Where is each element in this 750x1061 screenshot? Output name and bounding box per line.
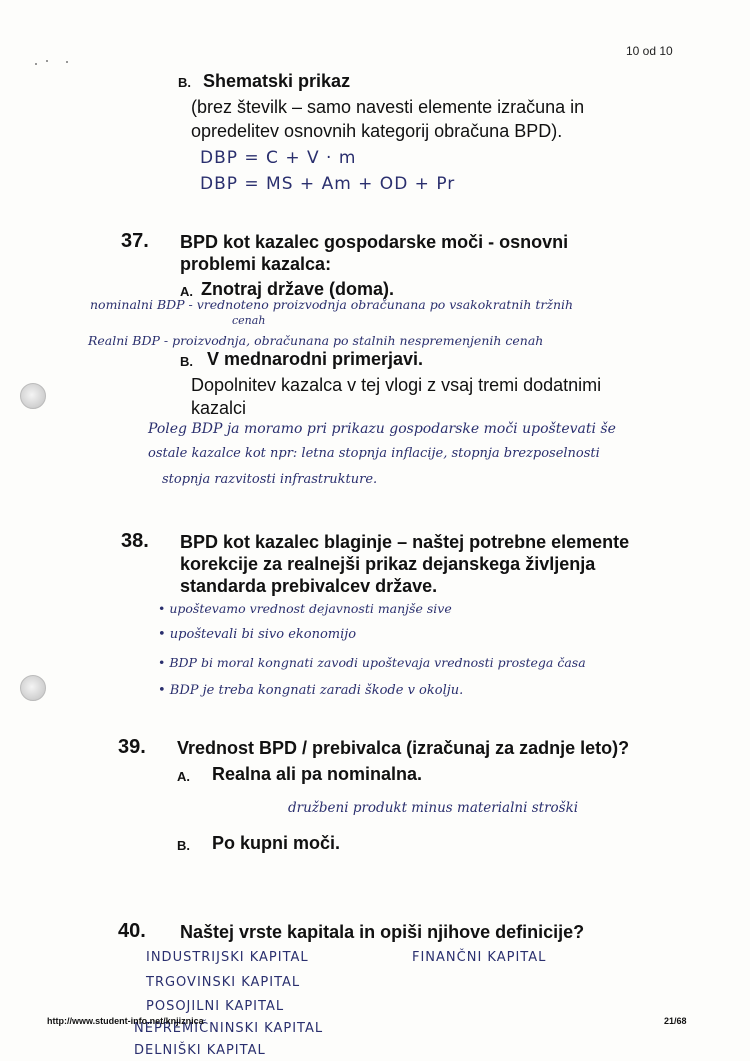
q38-title-2: korekcije za realnejši prikaz dejanskega življenja [180,554,596,574]
answer-formula-1: DBP = C + V · m [200,148,357,168]
q37-hw-nominal: nominalni BDP - vrednoteno proizvodnja obračunana po vsakokratnih tržnih [90,297,574,312]
q38-hw-2: • upoštevali bi sivo ekonomijo [158,627,357,642]
q37-hw-b3: stopnja razvitosti infrastrukture. [162,472,378,487]
q38-number: 38. [121,530,149,552]
q37-title-2: problemi kazalca: [180,254,332,274]
q40-hw-5: DELNIŠKI KAPITAL [134,1043,266,1058]
q39-hw-a: družbeni produkt minus materialni stroški [288,800,579,816]
scan-speck [46,60,48,62]
q37-hw-real: Realni BDP - proizvodnja, obračunana po stalnih nespremenjenih cenah [88,333,544,348]
q39-b-title: Po kupni moči. [212,833,341,853]
q37-hw-b2: ostale kazalce kot npr: letna stopnja inflacije, stopnja brezposelnosti [148,446,600,461]
q37-b-text-1: Dopolnitev kazalca v tej vlogi z vsaj tremi dodatnimi [191,375,602,395]
prev-b-letter: B. [178,75,191,90]
q39-a-letter: A. [177,769,190,784]
prev-b-text-2: opredelitev osnovnih kategorij obračuna BPD). [191,121,563,141]
scan-speck [35,63,37,65]
q37-b-letter: B. [180,354,193,369]
prev-b-title: Shematski prikaz [203,71,351,91]
q39-a-title: Realna ali pa nominalna. [212,764,423,784]
q38-title-3: standarda prebivalcev države. [180,576,438,596]
prev-b-text-1: (brez številk – samo navesti elemente izračuna in [191,97,585,117]
q38-hw-1: • upoštevamo vrednost dejavnosti manjše sive [158,601,452,616]
q40-number: 40. [118,920,146,942]
q40-title: Naštej vrste kapitala in opiši njihove definicije? [180,922,585,942]
answer-formula-2: DBP = MS + Am + OD + Pr [200,174,456,194]
footer-page-number: 21/68 [664,1016,687,1026]
q40-hw-1: INDUSTRIJSKI KAPITAL [146,950,309,965]
q40-hw-1b: FINANČNI KAPITAL [412,950,547,965]
punch-hole [20,383,46,409]
q37-hw-nominal-cont: cenah [232,314,266,327]
q37-title-1: BPD kot kazalec gospodarske moči - osnovni [180,232,569,252]
q37-a-letter: A. [180,284,193,299]
q39-title: Vrednost BPD / prebivalca (izračunaj za zadnje leto)? [177,738,630,758]
q40-hw-2: TRGOVINSKI KAPITAL [146,975,301,990]
q39-number: 39. [118,736,146,758]
q37-b-text-2: kazalci [191,398,247,418]
scan-speck [66,61,68,63]
q40-hw-4: NEPREMIČNINSKI KAPITAL [134,1021,324,1036]
q37-b-title: V mednarodni primerjavi. [207,349,424,369]
footer-url: http://www.student-info.net/knjiznica [47,1016,204,1026]
q37-hw-b1: Poleg BDP ja moramo pri prikazu gospodarske moči upoštevati še [148,421,616,437]
q38-hw-4: • BDP je treba kongnati zaradi škode v okolju. [158,683,464,698]
q37-a-title: Znotraj države (doma). [201,279,395,299]
q39-b-letter: B. [177,838,190,853]
q40-hw-3: POSOJILNI KAPITAL [146,999,285,1014]
q38-hw-3: • BDP bi moral kongnati zavodi upoštevaja vrednosti prostega časa [158,655,586,670]
q37-number: 37. [121,230,149,252]
q38-title-1: BPD kot kazalec blaginje – naštej potrebne elemente [180,532,630,552]
punch-hole [20,675,46,701]
page-indicator: 10 od 10 [626,44,673,58]
